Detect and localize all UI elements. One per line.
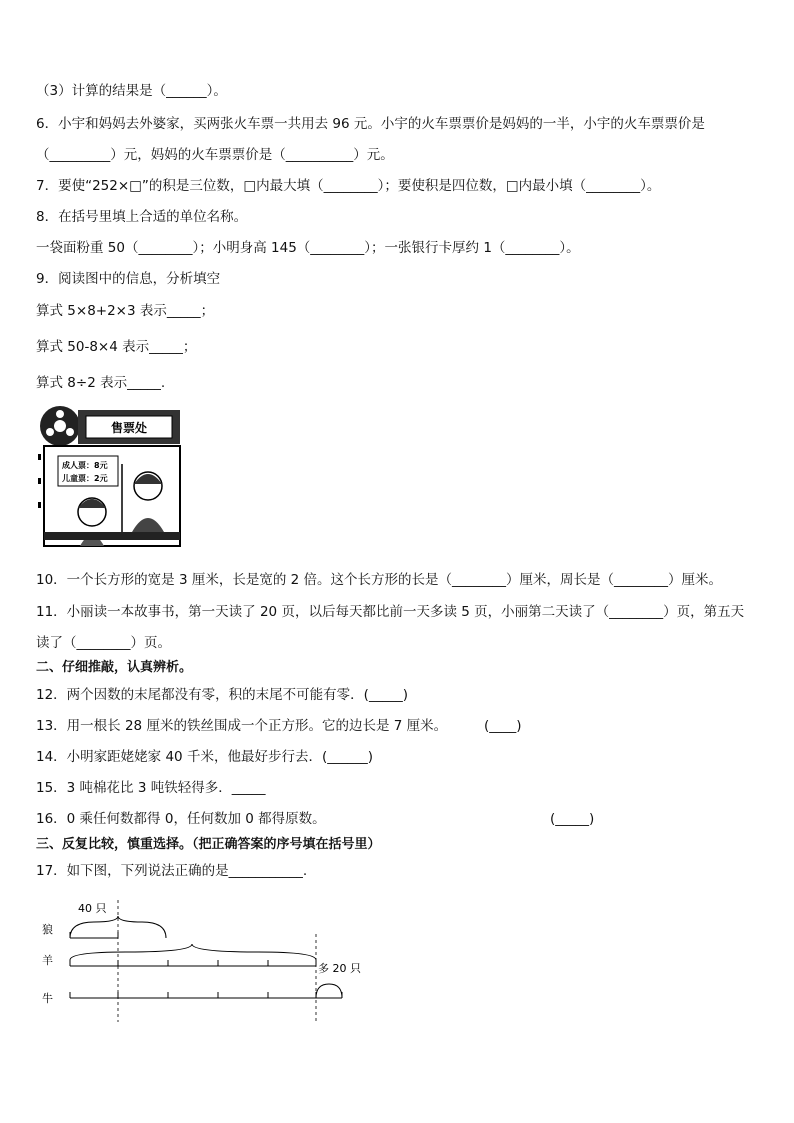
q13: 13．用一根长 28 厘米的铁丝围成一个正方形。它的边长是 7 厘米。 [36, 718, 448, 734]
q12: 12．两个因数的末尾都没有零，积的末尾不可能有零．(_____) [36, 687, 408, 703]
q17: 17．如下图，下列说法正确的是___________. [36, 863, 308, 879]
q10: 10．一个长方形的宽是 3 厘米，长是宽的 2 倍。这个长方形的长是（________）厘米，周长是（________）厘米。 [36, 572, 723, 588]
price-child: 儿童票：2元 [62, 474, 108, 483]
row-sheep-label: 羊 [42, 954, 53, 967]
row-dog-label: 狼 [42, 923, 53, 936]
q11-line1: 11．小丽读一本故事书，第一天读了 20 页，以后每天都比前一天多读 5 页，小丽第二天读了（________）页，第五天 [36, 604, 745, 620]
q7: 7．要使“252×□”的积是三位数，□内最大填（________）；要使积是四位数，□内最小填（________）。 [36, 178, 661, 194]
q8: 8．在括号里填上合适的单位名称。 [36, 209, 248, 225]
ticket-booth-image [36, 404, 182, 560]
q16: 16．0 乘任何数都得 0，任何数加 0 都得原数。 [36, 811, 326, 827]
section-2-title: 二、仔细推敲，认真辨析。 [36, 660, 193, 675]
label-40: 40 只 [78, 902, 107, 915]
q6-line2: （_________）元，妈妈的火车票票价是（__________）元。 [36, 147, 394, 163]
label-more-20: 多 20 只 [318, 962, 361, 975]
q14: 14．小明家距姥姥家 40 千米，他最好步行去．(______) [36, 749, 373, 765]
row-cow-label: 牛 [42, 992, 53, 1005]
q11-line2: 读了（________）页。 [36, 635, 171, 651]
price-adult: 成人票：8元 [62, 461, 108, 470]
q13-answer: (____) [484, 718, 522, 734]
section-3-title: 三、反复比较，慎重选择。（把正确答案的序号填在括号里） [36, 837, 381, 852]
q9-formula3: 算式 8÷2 表示_____. [36, 375, 166, 391]
q9: 9．阅读图中的信息，分析填空 [36, 271, 221, 287]
q9-formula2: 算式 50-8×4 表示_____； [36, 339, 197, 355]
q8-blanks: 一袋面粉重 50（________）；小明身高 145（________）；一张银行卡厚约 1（________）。 [36, 240, 580, 256]
booth-sign: 售票处 [110, 421, 148, 435]
q16-answer: (_____) [550, 811, 595, 827]
q9-formula1: 算式 5×8+2×3 表示_____； [36, 303, 215, 319]
q5-part3: （3）计算的结果是（______）。 [36, 83, 227, 99]
q6-line1: 6．小宇和妈妈去外婆家，买两张火车票一共用去 96 元。小宇的火车票票价是妈妈的一半，小宇的火车票票价是 [36, 116, 705, 132]
q15: 15．3 吨棉花比 3 吨铁轻得多．_____ [36, 780, 266, 796]
segment-diagram [36, 898, 396, 1028]
